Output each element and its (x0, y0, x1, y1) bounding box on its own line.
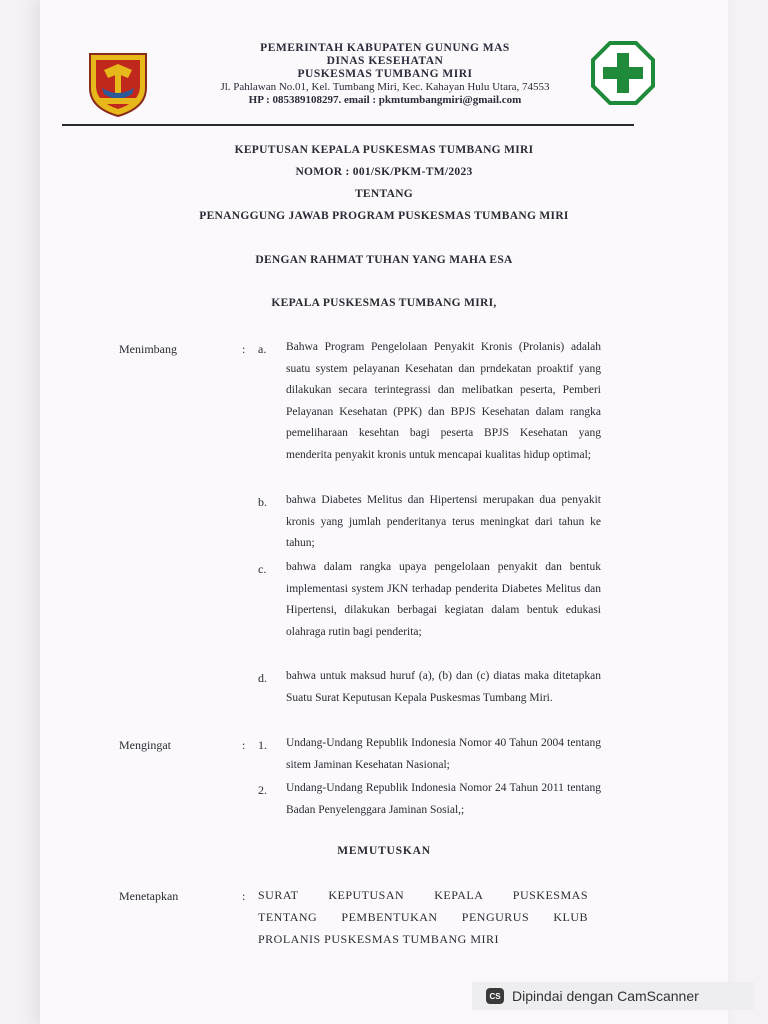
memutuskan-heading: MEMUTUSKAN (337, 845, 431, 857)
mengingat-label: Mengingat (119, 738, 171, 752)
menimbang-marker-c: c. (258, 562, 267, 576)
camscanner-text: Dipindai dengan CamScanner (512, 988, 699, 1004)
mengingat-item-2: Undang-Undang Republik Indonesia Nomor 24 Tahun 2011 tentang Badan Penyelenggara Jaminan Sosial,; (286, 782, 601, 816)
letterhead-government: PEMERINTAH KABUPATEN GUNUNG MAS (260, 42, 510, 54)
camscanner-watermark (472, 982, 754, 1010)
letterhead-department: DINAS KESEHATAN (326, 55, 444, 67)
menetapkan-line-1: SURAT KEPUTUSAN KEPALA PUSKESMAS (258, 888, 588, 902)
menimbang-item-a: Bahwa Program Pengelolaan Penyakit Kronis (Prolanis) adalah suatu system pelayanan Kesehatan dan prndekatan proaktif yang dilakukan secara terintegrassi dan melibatkan peserta, Pemberi Pelayanan Kesehatan (PPK) dan BPJS Kesehatan dalam rangka pemeliharaan kesehtan bagi peserta BPJS Kesehatan yang menderita penyakit kronis untuk mencapai kualitas hidup optimal; (286, 341, 601, 461)
menimbang-colon: : (242, 342, 246, 356)
mengingat-colon: : (242, 738, 246, 752)
letterhead-divider (62, 124, 634, 126)
decree-title: KEPUTUSAN KEPALA PUSKESMAS TUMBANG MIRI (234, 144, 534, 156)
letterhead-address: Jl. Pahlawan No.01, Kel. Tumbang Miri, Kec. Kahayan Hulu Utara, 74553 (220, 81, 550, 93)
menimbang-item-d: bahwa untuk maksud huruf (a), (b) dan (c) diatas maka ditetapkan Suatu Surat Keputusan Kepala Puskesmas Tumbang Miri. (286, 670, 601, 704)
menetapkan-colon: : (242, 889, 246, 903)
menetapkan-line-2: TENTANG PEMBENTUKAN PENGURUS KLUB (258, 910, 588, 924)
menimbang-label: Menimbang (119, 342, 177, 356)
decree-subject: PENANGGUNG JAWAB PROGRAM PUSKESMAS TUMBANG MIRI (199, 210, 569, 222)
menimbang-item-c: bahwa dalam rangka upaya pengelolaan penyakit dan bentuk implementasi system JKN terhadap penderita Diabetes Melitus dan Hipertensi, dilakukan berbagai kegiatan dalam bentuk edukasi olahraga rutin bagi penderita; (286, 561, 601, 638)
menetapkan-text (258, 884, 588, 950)
decree-number: NOMOR : 001/SK/PKM-TM/2023 (295, 166, 473, 178)
menetapkan-label: Menetapkan (119, 889, 179, 903)
letterhead (170, 42, 600, 107)
menimbang-marker-a: a. (258, 342, 267, 356)
menetapkan-line-3: PROLANIS PUSKESMAS TUMBANG MIRI (258, 932, 499, 946)
mengingat-item-1: Undang-Undang Republik Indonesia Nomor 40 Tahun 2004 tentang sitem Jaminan Kesehatan Nasional; (286, 737, 601, 771)
letterhead-puskesmas: PUSKESMAS TUMBANG MIRI (297, 68, 473, 80)
camscanner-icon: CS (486, 988, 504, 1004)
mengingat-marker-1: 1. (258, 738, 267, 752)
decree-head: KEPALA PUSKESMAS TUMBANG MIRI, (271, 297, 497, 309)
mengingat-marker-2: 2. (258, 783, 267, 797)
regency-emblem-logo (82, 48, 154, 120)
decree-tentang: TENTANG (354, 188, 414, 200)
letterhead-contact: HP : 085389108297. email : pkmtumbangmiri@gmail.com (248, 94, 522, 106)
menimbang-item-b: bahwa Diabetes Melitus dan Hipertensi merupakan dua penyakit kronis yang jumlah penderitanya terus meningkat dari tahun ke tahun; (286, 494, 601, 549)
menimbang-marker-b: b. (258, 495, 267, 509)
decree-blessing: DENGAN RAHMAT TUHAN YANG MAHA ESA (255, 254, 513, 266)
menimbang-marker-d: d. (258, 671, 267, 685)
